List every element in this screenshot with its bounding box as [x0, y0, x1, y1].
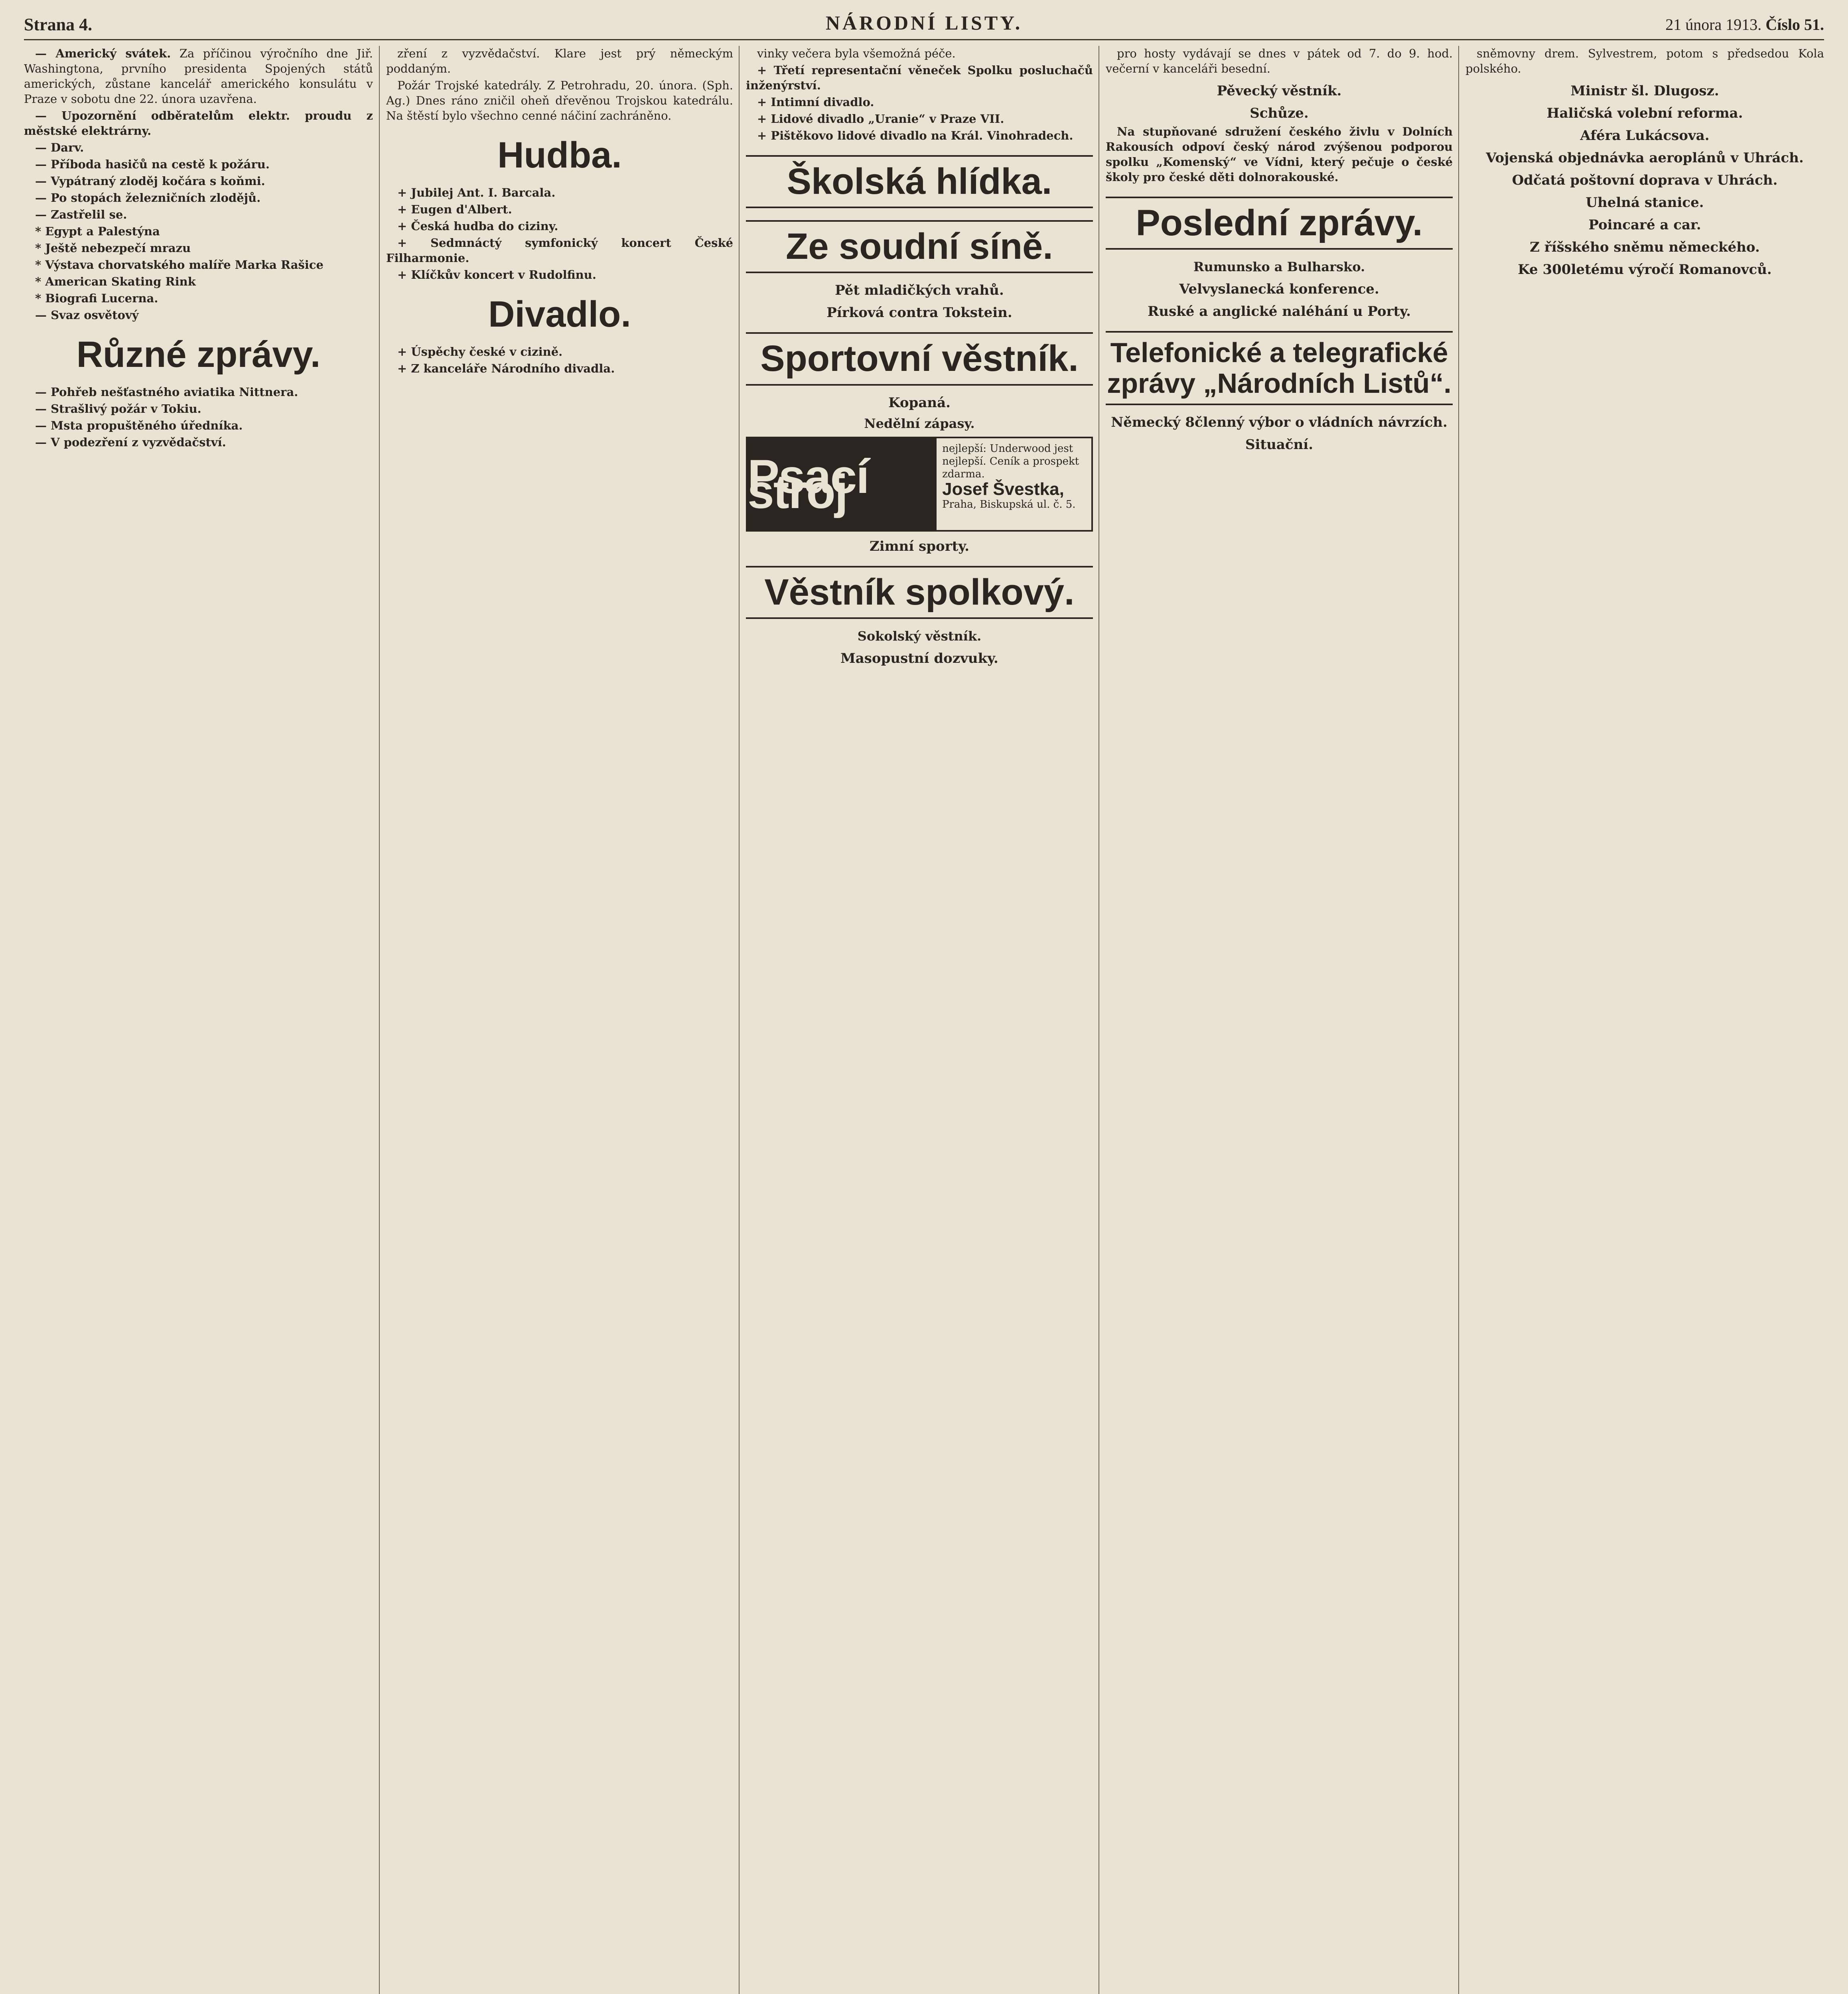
article-subheading: Sokolský věstník. [857, 628, 982, 644]
article-heading: Německý 8členný výbor o vládních návrzích. [1111, 414, 1448, 431]
article-heading: Ministr šl. Dlugosz. [1570, 83, 1719, 99]
section-heading-spolkovy: Věstník spolkový. [746, 566, 1093, 619]
column-divider [1458, 46, 1459, 1994]
article-title: + Z kanceláře Národního divadla. [397, 362, 615, 376]
section-heading-telefon: Telefonické a telegrafické zprávy „Národních Listů“. [1106, 331, 1453, 405]
article-title: * American Skating Rink [35, 275, 196, 288]
article-text: Za příčinou výročního dne Jiř. Washingtona, prvního presidenta Spojených států amerických, zůstane kancelář amerického konsulátu v Praze v sobotu dne 22. února uzavřena. [24, 47, 373, 106]
section-heading-sportovni: Sportovní věstník. [746, 332, 1093, 385]
section-heading-posledni: Poslední zprávy. [1106, 197, 1453, 250]
column-5 [1465, 46, 1824, 1994]
article-heading: Haličská volební reforma. [1546, 105, 1743, 121]
article-heading: Zimní sporty. [869, 538, 970, 554]
section-heading-skolska: Školská hlídka. [746, 155, 1093, 208]
article-heading: Odčatá poštovní doprava v Uhrách. [1512, 172, 1778, 188]
article-title: — Vypátraný zloděj kočára s koňmi. [35, 174, 265, 188]
ad-logo: Psací stroj [747, 438, 937, 530]
article-heading: Situační. [1245, 437, 1314, 453]
article-title: + Intimní divadlo. [757, 95, 874, 109]
article-title: + Jubilej Ant. I. Barcala. [397, 186, 556, 200]
article-title: + Sedmnáctý symfonický koncert České Filharmonie. [386, 236, 733, 265]
article-title: * Ještě nebezpečí mrazu [35, 241, 191, 255]
article-title: — Svaz osvětový [35, 308, 139, 322]
article-title: — Zastřelil se. [35, 208, 127, 221]
article-title: — Příboda hasičů na cestě k požáru. [35, 158, 270, 171]
notice: Na stupňované sdružení českého živlu v Dolních Rakousích odpoví český národ zvýšenou podporou spolku „Komenský“ ve Vídni, který pečuje o české školy pro české děti dolnorakouské. [1106, 125, 1453, 184]
article-heading: Uhelná stanice. [1586, 195, 1704, 211]
article-title: + Eugen d'Albert. [397, 203, 512, 217]
section-heading-divadlo: Divadlo. [488, 294, 631, 335]
article-subheading: Nedělní zápasy. [864, 416, 975, 431]
article-heading: Kopaná. [888, 394, 951, 411]
article-heading: Pět mladičkých vrahů. [835, 282, 1004, 299]
page-number: Strana 4. [24, 15, 93, 34]
article-title: + Česká hudba do ciziny. [397, 219, 558, 233]
article-title: — Pohřeb nešťastného aviatika Nittnera. [35, 385, 298, 399]
article-heading: Vojenská objednávka aeroplánů v Uhrách. [1486, 150, 1804, 166]
article-title: * Výstava chorvatského malíře Marka Rašice [35, 258, 323, 272]
article-subheading: Rumunsko a Bulharsko. [1193, 259, 1365, 275]
article-heading: Ke 300letému výročí Romanovců. [1518, 262, 1772, 278]
column-divider [739, 46, 740, 1994]
section-heading-soudni: Ze soudní síně. [746, 220, 1093, 273]
issue-number: Číslo 51. [1765, 16, 1824, 33]
article-heading: Schůze. [1250, 105, 1309, 121]
article-title: + Úspěchy české v cizině. [397, 345, 563, 359]
column-1 [24, 46, 373, 1994]
ad-text [937, 438, 1091, 530]
column-2 [386, 46, 733, 1994]
ad-name: Josef Švestka, [942, 479, 1064, 499]
article-title: — Strašlivý požár v Tokiu. [35, 402, 201, 416]
article-heading: Velvyslanecká konference. [1179, 281, 1379, 298]
advertisement [746, 437, 1093, 532]
article-title: — Americký svátek. [35, 47, 171, 60]
column-divider [379, 46, 380, 1994]
article-heading: Z říšského sněmu německého. [1530, 239, 1760, 255]
newspaper-title: NÁRODNÍ LISTY. [825, 12, 1023, 34]
issue-date [1665, 15, 1824, 34]
ad-line: nejlepší: Underwood jest nejlepší. Ceník a prospekt zdarma. [942, 442, 1079, 480]
section-heading-ruzne: Různé zprávy. [76, 334, 321, 375]
article-title: — Msta propuštěného úředníka. [35, 419, 243, 433]
article-title: * Biografi Lucerna. [35, 292, 158, 305]
article-title: + Třetí representační věneček Spolku posluchačů inženýrství. [746, 63, 1093, 92]
article-title: — V podezření z vyzvědačství. [35, 435, 226, 449]
article-heading: Poincaré a car. [1588, 217, 1701, 233]
article-text: sněmovny drem. Sylvestrem, potom s předsedou Kola polského. [1465, 47, 1824, 75]
column-4 [1106, 46, 1453, 1994]
article-text: zření z vyzvědačství. Klare jest prý německým poddaným. [386, 47, 733, 75]
article-heading: Aféra Lukácsova. [1580, 128, 1710, 144]
article-title: — Po stopách železničních zlodějů. [35, 191, 261, 205]
article-heading: Masopustní dozvuky. [840, 650, 998, 666]
section-heading-hudba: Hudba. [497, 135, 622, 175]
article-title: — Darv. [35, 141, 84, 154]
article-title: + Klíčkův koncert v Rudolfinu. [397, 268, 596, 282]
article-heading: Pírková contra Tokstein. [826, 305, 1012, 321]
article-title: + Lidové divadlo „Uranie“ v Praze VII. [757, 112, 1004, 126]
column-3 [746, 46, 1093, 1994]
article-heading: Ruské a anglické naléhání u Porty. [1148, 303, 1411, 320]
ad-address: Praha, Biskupská ul. č. 5. [942, 498, 1076, 510]
article-title: * Egypt a Palestýna [35, 225, 160, 238]
article-text: Požár Trojské katedrály. Z Petrohradu, 20. února. (Sph. Ag.) Dnes ráno zničil oheň dřevěnou Trojskou katedrálu. Na štěstí bylo všechno cenné náčiní zachráněno. [386, 79, 733, 122]
article-title: + Pištěkovo lidové divadlo na Král. Vinohradech. [757, 129, 1073, 142]
masthead [24, 11, 1824, 40]
date: 21 února 1913. [1665, 16, 1762, 33]
article-heading: Pěvecký věstník. [1217, 83, 1342, 99]
article-title: — Upozornění odběratelům elektr. proudu z městské elektrárny. [24, 109, 373, 138]
article-text: pro hosty vydávají se dnes v pátek od 7. do 9. hod. večerní v kanceláři besední. [1106, 47, 1453, 75]
article-text: vinky večera byla všemožná péče. [757, 47, 956, 60]
